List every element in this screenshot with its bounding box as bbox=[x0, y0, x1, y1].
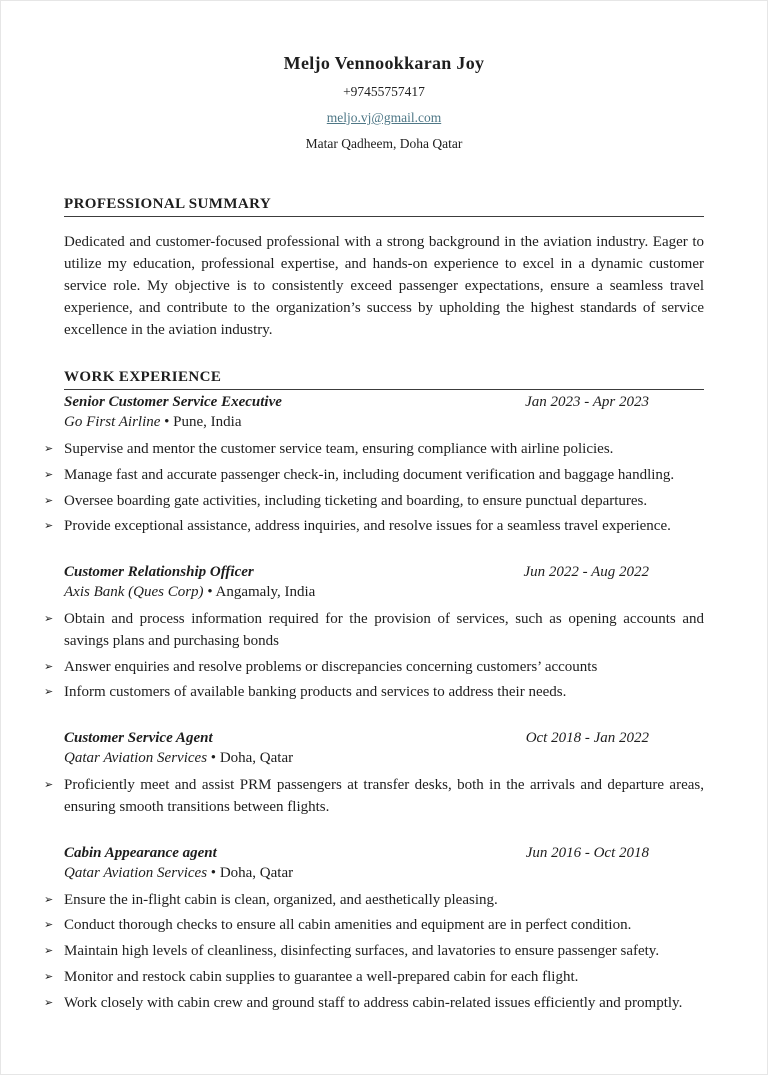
bullet-text: Inform customers of available banking products and services to address their needs. bbox=[64, 684, 567, 701]
job-title: Cabin Appearance agent bbox=[64, 844, 217, 861]
job-title: Customer Relationship Officer bbox=[64, 564, 254, 581]
bullet-text: Proficiently meet and assist PRM passengers at transfer desks, both in the arrivals and departure areas, ensuring smooth transitions between flights. bbox=[64, 777, 704, 815]
bullet-text: Answer enquiries and resolve problems or discrepancies concerning customers’ accounts bbox=[64, 658, 598, 675]
bullet-item bbox=[44, 993, 704, 1015]
email-link[interactable]: meljo.vj@gmail.com bbox=[326, 110, 442, 125]
job-dates: Oct 2018 - Jan 2022 bbox=[525, 730, 649, 747]
bullet-text: Monitor and restock cabin supplies to guarantee a well-prepared cabin for each flight. bbox=[64, 968, 579, 985]
job-location: Angamaly, India bbox=[215, 584, 316, 601]
company-name: Go First Airline bbox=[64, 414, 161, 431]
job-header bbox=[64, 564, 704, 581]
arrow-bullet-icon: ➢ bbox=[44, 686, 54, 699]
arrow-bullet-icon: ➢ bbox=[44, 945, 54, 958]
address: Matar Qadheem, Doha Qatar bbox=[305, 136, 463, 151]
arrow-bullet-icon: ➢ bbox=[44, 520, 54, 533]
bullet-list bbox=[44, 609, 704, 704]
separator: • bbox=[210, 864, 217, 881]
arrow-bullet-icon: ➢ bbox=[44, 443, 54, 456]
company-line bbox=[64, 865, 704, 882]
bullet-item bbox=[44, 915, 704, 937]
bullet-text: Maintain high levels of cleanliness, disinfecting surfaces, and lavatories to ensure passenger safety. bbox=[64, 943, 660, 960]
bullet-text: Conduct thorough checks to ensure all cabin amenities and equipment are in perfect condition. bbox=[64, 917, 632, 934]
bullet-item bbox=[44, 967, 704, 989]
job-location: Doha, Qatar bbox=[219, 864, 294, 881]
arrow-bullet-icon: ➢ bbox=[44, 779, 54, 792]
arrow-bullet-icon: ➢ bbox=[44, 970, 54, 983]
separator: • bbox=[210, 750, 217, 767]
summary-paragraph: Dedicated and customer-focused professional with a strong background in the aviation industry. Eager to utilize my education, professional expertise, and hands-on experience to excel in a dynamic customer service role. My objective is to consistently exceed passenger expectations, ensure a seamless travel experience, and contribute to the organization’s success by upholding the highest standards of service excellence in the aviation industry. bbox=[64, 234, 704, 339]
summary-heading: PROFESSIONAL SUMMARY bbox=[64, 196, 704, 217]
job-location: Doha, Qatar bbox=[219, 750, 294, 767]
bullet-list bbox=[44, 439, 704, 538]
bullet-text: Ensure the in-flight cabin is clean, organized, and aesthetically pleasing. bbox=[64, 891, 498, 908]
bullet-item bbox=[44, 491, 704, 513]
job-entry bbox=[44, 730, 704, 819]
email-line bbox=[64, 110, 704, 126]
separator: • bbox=[164, 414, 170, 431]
bullet-item bbox=[44, 941, 704, 963]
arrow-bullet-icon: ➢ bbox=[44, 919, 54, 932]
company-line bbox=[64, 750, 704, 767]
job-entry bbox=[44, 394, 704, 538]
bullet-list bbox=[44, 890, 704, 1015]
separator: • bbox=[207, 584, 213, 601]
bullet-item bbox=[44, 890, 704, 912]
company-line bbox=[64, 584, 704, 601]
bullet-text: Manage fast and accurate passenger check-in, including document verification and baggage handling. bbox=[64, 466, 675, 483]
bullet-item bbox=[44, 609, 704, 653]
company-name: Qatar Aviation Services bbox=[64, 864, 208, 881]
arrow-bullet-icon: ➢ bbox=[44, 613, 54, 626]
professional-summary-section bbox=[64, 196, 704, 341]
bullet-item bbox=[44, 775, 704, 819]
bullet-text: Supervise and mentor the customer service team, ensuring compliance with airline policies. bbox=[64, 441, 614, 458]
company-line bbox=[64, 414, 704, 431]
phone-number: +97455757417 bbox=[343, 84, 425, 99]
bullet-item bbox=[44, 682, 704, 704]
job-entry bbox=[44, 564, 704, 704]
arrow-bullet-icon: ➢ bbox=[44, 494, 54, 507]
company-name: Axis Bank (Ques Corp) bbox=[64, 584, 204, 601]
job-header bbox=[64, 394, 704, 411]
job-dates: Jun 2022 - Aug 2022 bbox=[523, 564, 649, 581]
job-title: Senior Customer Service Executive bbox=[64, 394, 282, 411]
arrow-bullet-icon: ➢ bbox=[44, 893, 54, 906]
bullet-text: Provide exceptional assistance, address inquiries, and resolve issues for a seamless travel experience. bbox=[64, 518, 671, 535]
arrow-bullet-icon: ➢ bbox=[44, 468, 54, 481]
bullet-list bbox=[44, 775, 704, 819]
arrow-bullet-icon: ➢ bbox=[44, 996, 54, 1009]
job-header bbox=[64, 845, 704, 862]
bullet-item bbox=[44, 657, 704, 679]
bullet-item bbox=[44, 439, 704, 461]
job-entry bbox=[44, 844, 704, 1015]
bullet-text: Work closely with cabin crew and ground staff to address cabin-related issues efficiently and promptly. bbox=[64, 994, 683, 1011]
bullet-item bbox=[44, 465, 704, 487]
bullet-text: Oversee boarding gate activities, including ticketing and boarding, to ensure punctual departures. bbox=[64, 492, 648, 509]
work-experience-section bbox=[44, 369, 704, 1014]
resume-header bbox=[64, 53, 704, 152]
job-header bbox=[64, 730, 704, 747]
candidate-name: Meljo Vennookkaran Joy bbox=[283, 53, 485, 73]
experience-heading: WORK EXPERIENCE bbox=[64, 369, 704, 390]
job-dates: Jun 2016 - Oct 2018 bbox=[525, 844, 649, 861]
job-location: Pune, India bbox=[173, 414, 242, 431]
bullet-item bbox=[44, 516, 704, 538]
job-title: Customer Service Agent bbox=[64, 730, 213, 747]
company-name: Qatar Aviation Services bbox=[64, 750, 208, 767]
arrow-bullet-icon: ➢ bbox=[44, 660, 54, 673]
job-dates: Jan 2023 - Apr 2023 bbox=[525, 394, 649, 411]
bullet-text: Obtain and process information required for the provision of services, such as opening accounts and savings plans and purchasing bonds bbox=[64, 611, 704, 649]
